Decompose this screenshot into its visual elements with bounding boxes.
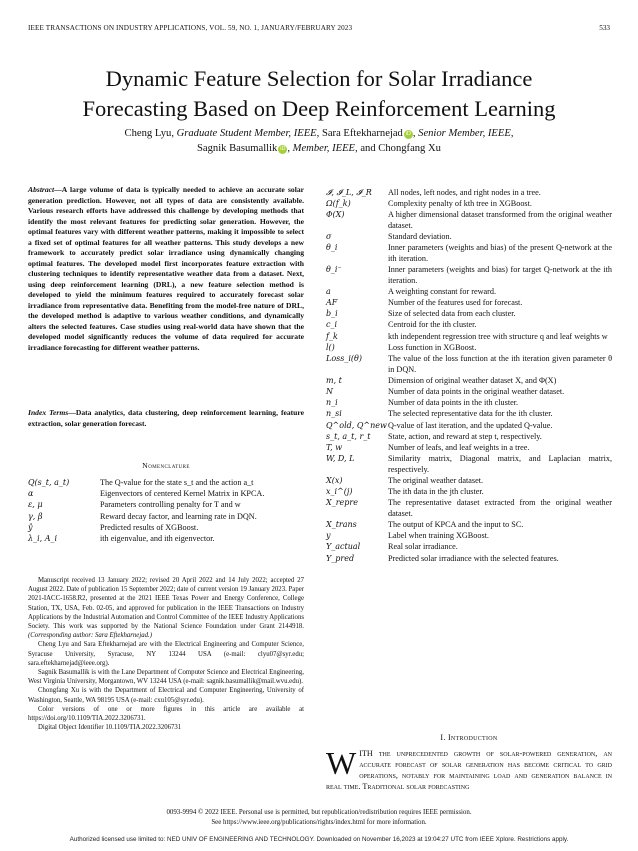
nomenclature-symbol: Φ(X) <box>326 210 345 220</box>
nomenclature-definition: Label when training XGBoost. <box>388 531 489 541</box>
nomenclature-row <box>326 421 612 432</box>
nomenclature-row <box>28 512 304 523</box>
nomenclature-row <box>326 298 612 309</box>
nomenclature-row <box>326 354 612 375</box>
nomenclature-row <box>326 265 612 286</box>
nomenclature-row <box>28 534 304 545</box>
author-name: Cheng Lyu <box>124 128 172 139</box>
paper-title <box>0 64 638 124</box>
abstract-text: A large volume of data is typically needed to achieve an accurate solar generation prediction. However, not all types of data are consistently available. Various research efforts have addressed this challenge by developing methods that identify the most relevant features for predicting solar generation. However, the optimal features vary with different weather patterns, making it impossible to select a fixed set of optimal features for all weather patterns. This study develops a new framework to accurately predict solar irradiance using dynamically changing optimal features. The developed model first incorporates feature extraction with clustering techniques to identify representative weather data from a dataset. Next, using deep reinforcement learning (DRL), a new feature selection method is developed to yield the minimum features required to accurately forecast solar irradiance from representative data. Benefiting from the model-free nature of DRL, the developed method is adaptive to various weather conditions, and dynamically alters the selected features. Case studies using real-world data have shown that the developed model significantly reduces the volume of data required for accurate irradiance forecasting for different weather patterns. <box>28 185 304 352</box>
nomenclature-symbol: x_i^(j) <box>326 487 353 497</box>
nomenclature-definition: The representative dataset extracted from the original weather dataset. <box>388 498 612 518</box>
nomenclature-symbol: W, D, L <box>326 454 355 464</box>
nomenclature-definition: Similarity matrix, Diagonal matrix, and Laplacian matrix, respectively. <box>388 454 612 474</box>
nomenclature-symbol: m, t <box>326 375 342 385</box>
index-terms-text: Data analytics, data clustering, deep reinforcement learning, feature extraction, solar generation forecast. <box>28 408 304 428</box>
nomenclature-symbol: n_i <box>326 398 338 408</box>
nomenclature-definition: Real solar irradiance. <box>388 542 458 552</box>
nomenclature-row <box>326 309 612 320</box>
author-name: Sara Eftekharnejad <box>321 128 403 139</box>
nomenclature-row <box>326 476 612 487</box>
nomenclature-symbol: θ_i⁻ <box>326 265 342 275</box>
nomenclature-row <box>28 478 304 489</box>
journal-header: IEEE TRANSACTIONS ON INDUSTRY APPLICATIONS, VOL. 59, NO. 1, JANUARY/FEBRUARY 2023 <box>28 24 353 32</box>
nomenclature-definition: The ith data in the jth cluster. <box>388 487 484 497</box>
nomenclature-definition: Inner parameters (weights and bias) for target Q-network at the ith iteration. <box>388 265 612 285</box>
nomenclature-definition: Loss function in XGBoost. <box>388 342 477 352</box>
nomenclature-definition: Number of leafs, and leaf weights in a tree. <box>388 442 530 452</box>
nomenclature-definition: Dimension of original weather dataset X, and Φ(X) <box>388 375 557 385</box>
intro-paragraph: ITH the unprecedented growth of solar-powered generation, an accurate forecast of solar generation has become critical to grid operations, notably for maintaining load and generation balance in real time. Traditional solar forecasting <box>326 749 612 791</box>
orcid-icon[interactable]: iD <box>405 131 411 137</box>
nomenclature-symbol: y <box>326 531 331 541</box>
index-terms: Index Terms—Data analytics, data clustering, deep reinforcement learning, feature extraction, solar generation forecast. <box>28 408 304 428</box>
nomenclature-symbol: α <box>28 489 34 499</box>
nomenclature-row <box>326 542 612 553</box>
nomenclature-row <box>326 243 612 264</box>
nomenclature-row <box>326 343 612 354</box>
nomenclature-row <box>326 554 612 565</box>
footnote-doi: Digital Object Identifier 10.1109/TIA.2022.3206731 <box>38 724 182 732</box>
abstract: Abstract—A large volume of data is typically needed to achieve an accurate solar generation prediction. However, not all types of data are consistently available. Various research efforts have addressed this challenge by developing methods that identify the most relevant features for predicting solar generation. However, the optimal features vary with different weather patterns, making it impossible to select a fixed set of optimal features for all weather patterns. This study develops a new framework to accurately predict solar irradiance using dynamically changing optimal features. The developed model first incorporates feature extraction with clustering techniques to identify representative weather data from a dataset. Next, using deep reinforcement learning (DRL), a new feature selection method is developed to yield the minimum features required to accurately forecast solar irradiance from representative data. Benefiting from the model-free nature of DRL, the developed method is adaptive to various weather conditions, and dynamically alters the selected features. Case studies using real-world data have shown that the developed model significantly reduces the volume of data required for accurate irradiance forecasting for different weather patterns. <box>28 185 304 352</box>
nomenclature-definition: Parameters controlling penalty for T and w <box>100 500 241 510</box>
section-heading-introduction: I. Introduction <box>440 733 498 742</box>
nomenclature-symbol: ε, μ <box>28 500 43 510</box>
nomenclature-symbol: Q(s_t, a_t) <box>28 478 70 487</box>
license-notice: Authorized licensed use limited to: NED UNIV OF ENGINEERING AND TECHNOLOGY. Downloaded on November 16,2023 at 19:04:27 UTC from IEEE Xplore. Restrictions apply. <box>69 836 569 843</box>
copyright-notice <box>0 808 638 827</box>
footnote <box>28 576 304 732</box>
nomenclature-row <box>326 199 612 210</box>
nomenclature-definition: Centroid for the ith cluster. <box>388 320 477 330</box>
nomenclature-row <box>326 387 612 398</box>
copyright-line-1: 0093-9994 © 2022 IEEE. Personal use is permitted, but republication/redistribution requires IEEE permission. <box>166 809 472 816</box>
author-role: Member, IEEE <box>292 143 356 154</box>
nomenclature-symbol: ŷ <box>28 522 33 532</box>
nomenclature-definition: Predicted results of XGBoost. <box>100 522 199 532</box>
nomenclature-definition: State, action, and reward at step t, respectively. <box>388 431 542 441</box>
nomenclature-row <box>326 287 612 298</box>
nomenclature-symbol: f_k <box>326 331 338 341</box>
nomenclature-symbol: n_si <box>326 409 342 419</box>
nomenclature-row <box>326 320 612 331</box>
nomenclature-row <box>326 376 612 387</box>
nomenclature-row <box>28 523 304 534</box>
nomenclature-row <box>326 520 612 531</box>
nomenclature-symbol: Q^old, Q^new <box>326 420 387 430</box>
nomenclature-symbol: l() <box>326 342 335 352</box>
nomenclature-symbol: X(x) <box>326 475 343 485</box>
nomenclature-definition: Number of data points in the ith cluster. <box>388 398 519 408</box>
nomenclature-symbol: γ, β <box>28 511 43 521</box>
nomenclature-definition: ith eigenvalue, and ith eigenvector. <box>100 533 215 543</box>
nomenclature-definition: All nodes, left nodes, and right nodes in a tree. <box>388 188 541 197</box>
nomenclature-definition: kth independent regression tree with structure q and leaf weights w <box>388 331 608 341</box>
abstract-label: Abstract <box>28 185 55 194</box>
footnote-affiliation-3: Chongfang Xu is with the Department of Electrical and Computer Engineering, University of Washington, Seattle, WA 98195 USA (e-mail: cxu105@syr.edu). <box>28 687 304 704</box>
nomenclature-heading: Nomenclature <box>142 461 190 470</box>
orcid-icon[interactable]: iD <box>280 146 286 152</box>
nomenclature-definition: Size of selected data from each cluster. <box>388 309 516 319</box>
nomenclature-definition: The value of the loss function at the ith iteration given parameter θ in DQN. <box>388 354 612 374</box>
copyright-line-2: See https://www.ieee.org/publications/rights/index.html for more information. <box>211 818 427 826</box>
nomenclature-row <box>326 232 612 243</box>
nomenclature-definition: Predicted solar irradiance with the selected features. <box>388 553 559 563</box>
author-list: Cheng Lyu, Graduate Student Member, IEEE, Sara Eftekharnejad iD , Senior Member, IEEE, Sagnik Basumallik iD , Member, IEEE, and Chongfang Xu <box>124 128 514 154</box>
nomenclature-symbol: σ <box>326 232 332 242</box>
nomenclature-definition: Complexity penalty of kth tree in XGBoost. <box>388 199 532 209</box>
nomenclature-symbol: θ_i <box>326 243 338 253</box>
footnote-color-versions: Color versions of one or more figures in this article are available at https://doi.org/10.1109/TIA.2022.3206731. <box>28 705 304 723</box>
nomenclature-symbol: N <box>326 387 333 396</box>
nomenclature-symbol: a <box>326 286 331 296</box>
nomenclature-symbol: X_repre <box>326 498 358 508</box>
nomenclature-definition: Number of data points in the original weather dataset. <box>388 387 565 396</box>
nomenclature-symbol: T, w <box>326 442 343 452</box>
nomenclature-definition: Inner parameters (weights and bias) of the present Q-network at the ith iteration. <box>388 243 612 263</box>
nomenclature-row <box>326 498 612 519</box>
nomenclature-definition: Eigenvectors of centered Kernel Matrix in KPCA. <box>100 489 265 499</box>
nomenclature-row <box>326 443 612 454</box>
nomenclature-definition: A higher dimensional dataset transformed from the original weather dataset. <box>388 210 612 230</box>
nomenclature-symbol: s_t, a_t, r_t <box>326 431 371 441</box>
nomenclature-definition: Standard deviation. <box>388 232 452 242</box>
author-name: Sagnik Basumallik <box>197 143 278 154</box>
nomenclature-row <box>326 487 612 498</box>
nomenclature-right-list <box>326 188 612 565</box>
nomenclature-symbol: 𝓘, 𝓘_L, 𝓘_R <box>326 188 372 197</box>
nomenclature-definition: The Q-value for the state s_t and the action a_t <box>100 478 254 487</box>
author-role: Senior Member, IEEE <box>418 128 511 139</box>
nomenclature-left-list <box>28 478 304 545</box>
title-line-2: Forecasting Based on Deep Reinforcement Learning <box>82 96 556 121</box>
nomenclature-definition: A weighting constant for reward. <box>388 286 496 296</box>
nomenclature-row <box>326 432 612 443</box>
nomenclature-definition: Number of the features used for forecast. <box>388 298 523 308</box>
nomenclature-symbol: Loss_i(θ) <box>326 354 362 364</box>
title-line-1: Dynamic Feature Selection for Solar Irradiance <box>105 66 533 91</box>
nomenclature-symbol: AF <box>326 298 338 308</box>
introduction-text <box>326 745 612 792</box>
nomenclature-symbol: Y_pred <box>326 553 355 563</box>
nomenclature-definition: Q-value of last iteration, and the updated Q-value. <box>388 420 553 430</box>
page-number: 533 <box>599 24 610 32</box>
nomenclature-definition: The selected representative data for the ith cluster. <box>388 409 553 419</box>
nomenclature-definition: Reward decay factor, and learning rate in DQN. <box>100 511 257 521</box>
nomenclature-row <box>326 188 612 199</box>
index-terms-label: Index Terms <box>28 408 69 417</box>
nomenclature-row <box>326 210 612 231</box>
nomenclature-row <box>326 531 612 542</box>
nomenclature-row <box>326 454 612 475</box>
footnote-affiliation-1: Cheng Lyu and Sara Eftekharnejad are with the Electrical Engineering and Computer Science, Syracuse University, Syracuse, NY 13244 USA (e-mail: clyu07@syr.edu; sara.eftekharnejad@ieee.org). <box>28 641 304 667</box>
nomenclature-symbol: b_i <box>326 309 338 319</box>
nomenclature-symbol: X_trans <box>326 520 357 530</box>
nomenclature-symbol: Y_actual <box>326 542 361 552</box>
nomenclature-definition: The output of KPCA and the input to SC. <box>388 520 524 530</box>
nomenclature-symbol: c_i <box>326 320 338 330</box>
nomenclature-row <box>28 489 304 500</box>
author-role: Graduate Student Member, IEEE <box>176 128 317 139</box>
nomenclature-row <box>326 398 612 409</box>
drop-cap: W <box>326 745 357 781</box>
footnote-manuscript: Manuscript received 13 January 2022; revised 20 April 2022 and 14 July 2022; accepted 27 August 2022. Date of publication 15 September 2022; date of current version 19 January 2023. Paper 2021-IACC-1658.R2, presented at the 2021 IEEE Texas Power and Energy Conference, College Station, TX, USA, Feb. 02-05, and approved for publication in the IEEE Transactions on Industry Applications by the Industrial Automation and Control Committee of the IEEE Industry Applications Society. This work was supported by the National Science Foundation under Grant 2144918. (Corresponding author: Sara Eftekharnejad.) <box>28 577 304 640</box>
nomenclature-definition: The original weather dataset. <box>388 475 484 485</box>
nomenclature-row <box>28 500 304 511</box>
footnote-affiliation-2: Sagnik Basumallik is with the Lane Department of Computer Science and Electrical Engineering, West Virginia University, Morgantown, WV 13244 USA (e-mail: sagnik.basumallik@mail.wvu.edu). <box>28 669 304 686</box>
nomenclature-row <box>326 332 612 343</box>
nomenclature-symbol: Ω(f_k) <box>326 199 351 209</box>
nomenclature-row <box>326 409 612 420</box>
author-name: Chongfang Xu <box>378 143 441 154</box>
nomenclature-symbol: λ_i, A_i <box>28 533 58 543</box>
